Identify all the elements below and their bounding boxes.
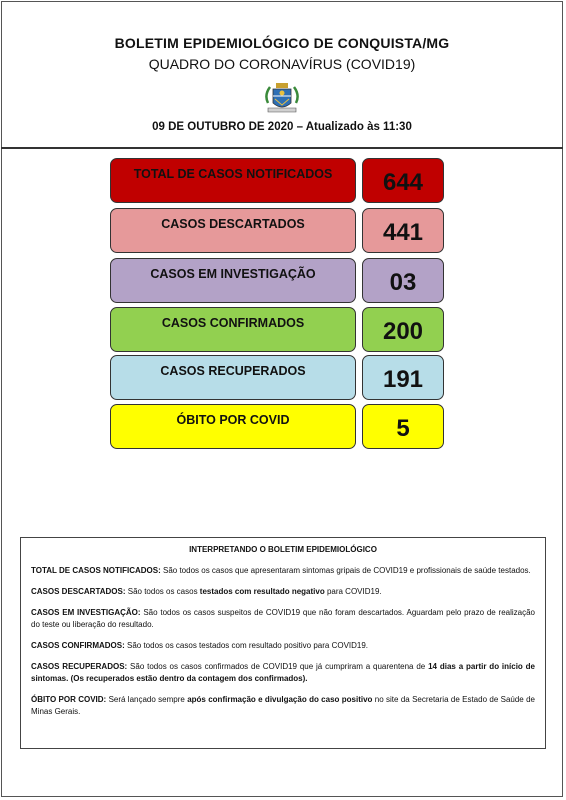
stat-label: ÓBITO POR COVID (176, 413, 290, 427)
legend-text: para COVID19. (324, 587, 382, 596)
stat-label-box (110, 404, 356, 449)
stat-value: 03 (389, 269, 417, 296)
stat-value-box (362, 158, 444, 203)
stat-label-box (110, 355, 356, 400)
legend-emphasis: testados com resultado negativo (199, 587, 325, 596)
stat-label-box (110, 208, 356, 253)
stat-label: CASOS CONFIRMADOS (161, 316, 305, 330)
stat-value-box (362, 307, 444, 352)
legend-text: São todos os casos confirmados de COVID19 que já cumpriram a quarentena de (127, 662, 429, 671)
legend-text: Será lançado sempre (106, 695, 188, 704)
coat-of-arms-icon (264, 81, 300, 115)
legend-item (31, 640, 535, 652)
stat-label: CASOS DESCARTADOS (161, 217, 305, 231)
legend-emphasis: 14 dias a partir do início de sintomas. (Os recuperados estão dentro da contagem dos confirmados). (31, 662, 535, 683)
legend-title: INTERPRETANDO O BOLETIM EPIDEMIOLÓGICO (189, 545, 377, 554)
legend-text: no site da Secretaria de Estado de Saúde de Minas Gerais. (31, 695, 535, 716)
legend-text: São todos os casos (125, 587, 200, 596)
stat-label-box (110, 158, 356, 203)
stat-label-box (110, 258, 356, 303)
stat-label: CASOS RECUPERADOS (160, 364, 306, 378)
stat-value-box (362, 258, 444, 303)
legend-emphasis: após confirmação e divulgação do caso positivo (187, 695, 373, 704)
legend-term: CASOS RECUPERADOS: (31, 662, 128, 671)
legend-term: CASOS EM INVESTIGAÇÃO: (31, 608, 141, 617)
stat-label: CASOS EM INVESTIGAÇÃO (150, 267, 316, 281)
stat-value: 644 (382, 169, 424, 196)
stat-value-box (362, 208, 444, 253)
legend-term: CASOS DESCARTADOS: (31, 587, 126, 596)
bulletin-title: BOLETIM EPIDEMIOLÓGICO DE CONQUISTA/MG (114, 35, 450, 51)
legend-text: São todos os casos testados com resultado positivo para COVID19. (124, 641, 369, 650)
legend-item (31, 565, 535, 577)
bulletin-header (1, 1, 563, 149)
legend-term: TOTAL DE CASOS NOTIFICADOS: (31, 566, 161, 575)
stat-value: 5 (396, 415, 410, 442)
legend-item (31, 586, 535, 598)
legend-box (20, 537, 546, 749)
legend-text: São todos os casos suspeitos de COVID19 que não foram descartados. Aguardam pelo prazo de realização do teste ou liberação do resultado. (31, 608, 535, 629)
stat-value-box (362, 404, 444, 449)
stat-value: 191 (382, 366, 424, 393)
stat-value: 200 (382, 318, 424, 345)
stat-label-box (110, 307, 356, 352)
stat-value-box (362, 355, 444, 400)
bulletin-date: 09 DE OUTUBRO DE 2020 – Atualizado às 11:30 (152, 121, 412, 133)
legend-text: São todos os casos que apresentaram sintomas gripais de COVID19 e profissionais de saúde testados. (160, 566, 531, 575)
legend-term: ÓBITO POR COVID: (31, 695, 107, 704)
legend-item (31, 694, 535, 718)
stat-label: TOTAL DE CASOS NOTIFICADOS (133, 167, 333, 181)
legend-item (31, 661, 535, 685)
bulletin-subtitle: QUADRO DO CORONAVÍRUS (COVID19) (148, 56, 416, 72)
legend-item (31, 607, 535, 631)
legend-term: CASOS CONFIRMADOS: (31, 641, 125, 650)
stat-value: 441 (382, 219, 424, 246)
